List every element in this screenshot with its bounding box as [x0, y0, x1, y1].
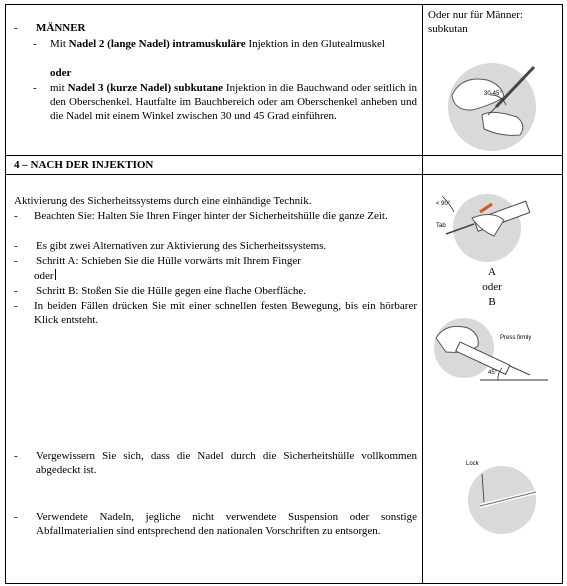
intro-text: Aktivierung des Sicherheitssystems durch eine einhändige Technik.	[14, 195, 312, 207]
bullet-item: Schritt B: Stoßen Sie die Hülle gegen eine flache Oberfläche.	[36, 285, 307, 297]
press-label: Press firmly	[500, 335, 532, 341]
angle-label: < 90°	[436, 201, 451, 207]
row-divider-1	[5, 155, 562, 156]
list-dash: -	[14, 240, 18, 252]
needle-3-label: Nadel 3 (kurze Nadel) subkutane	[67, 82, 223, 94]
column-divider	[422, 4, 423, 584]
text-part: Injektion in die Bauchwand oder seitlich in den Oberschenkel. Hautfalte im Bauchbereich oder am Oberschenkel anheben und die Nadel mit einem Winkel zwischen 30 und 45 Grad einführen.	[50, 82, 418, 122]
intramuscular-label: intramuskuläre	[172, 38, 246, 50]
subcutaneous-injection-figure	[432, 55, 552, 155]
men-heading: MÄNNER	[36, 22, 86, 34]
men-item-intramuscular	[50, 37, 417, 51]
tab-label: Tab	[436, 223, 446, 229]
list-dash: -	[14, 511, 18, 523]
side-note: Oder nur für Männer: subkutan	[428, 9, 523, 35]
syringe-press-illustration-icon	[430, 318, 552, 388]
bullet-item: Schritt A: Schieben Sie die Hülle vorwärts mit Ihrem Finger	[36, 255, 301, 267]
row-divider-2	[5, 174, 562, 175]
step-a-figure	[432, 190, 547, 270]
oder-text	[34, 269, 56, 283]
section-heading: 4 – NACH DER INJEKTION	[14, 159, 154, 171]
needle-lock-illustration-icon	[462, 458, 552, 538]
list-dash: -	[14, 300, 18, 312]
list-dash: -	[33, 38, 37, 50]
lock-figure	[462, 458, 552, 538]
step-b-figure	[430, 318, 552, 388]
text-cursor	[55, 269, 56, 280]
list-dash: -	[14, 285, 18, 297]
list-dash: -	[14, 22, 18, 34]
lock-label: Lock	[466, 461, 479, 467]
angle-label: 45°	[488, 370, 498, 376]
label-oder: oder	[482, 281, 502, 293]
text-part: Injektion in den Glutealmuskel	[245, 38, 385, 50]
list-dash: -	[14, 450, 18, 462]
injection-illustration-icon	[432, 55, 552, 155]
bullet-item: Beachten Sie: Halten Sie Ihren Finger hinter der Sicherheitshülle die ganze Zeit.	[34, 210, 388, 222]
angle-label: 30-45°	[484, 91, 502, 97]
bullet-item: Es gibt zwei Alternativen zur Aktivierung des Sicherheitssystems.	[36, 240, 327, 252]
dispose-text: Verwendete Nadeln, jegliche nicht verwendete Suspension oder sonstige Abfallmaterialien sind entsprechend den nationalen Vorschriften zu entsorgen.	[36, 511, 417, 537]
oder-word: oder	[34, 270, 54, 282]
needle-2-label: Nadel 2 (lange Nadel)	[68, 38, 170, 50]
label-a: A	[488, 266, 496, 278]
men-item-subcutaneous	[50, 81, 417, 123]
bullet-item: In beiden Fällen drücken Sie mit einer schnellen festen Bewegung, bis ein hörbarer Klick entsteht.	[34, 300, 417, 326]
list-dash: -	[33, 82, 37, 94]
list-dash: -	[14, 210, 18, 222]
check-text: Vergewissern Sie sich, dass die Nadel durch die Sicherheitshülle vollkommen abgedeckt ist.	[36, 450, 417, 476]
list-dash: -	[14, 255, 18, 267]
oder-bold: oder	[50, 67, 72, 79]
text-part: mit	[50, 82, 68, 94]
label-b: B	[488, 296, 496, 308]
text-part: Mit	[50, 38, 69, 50]
